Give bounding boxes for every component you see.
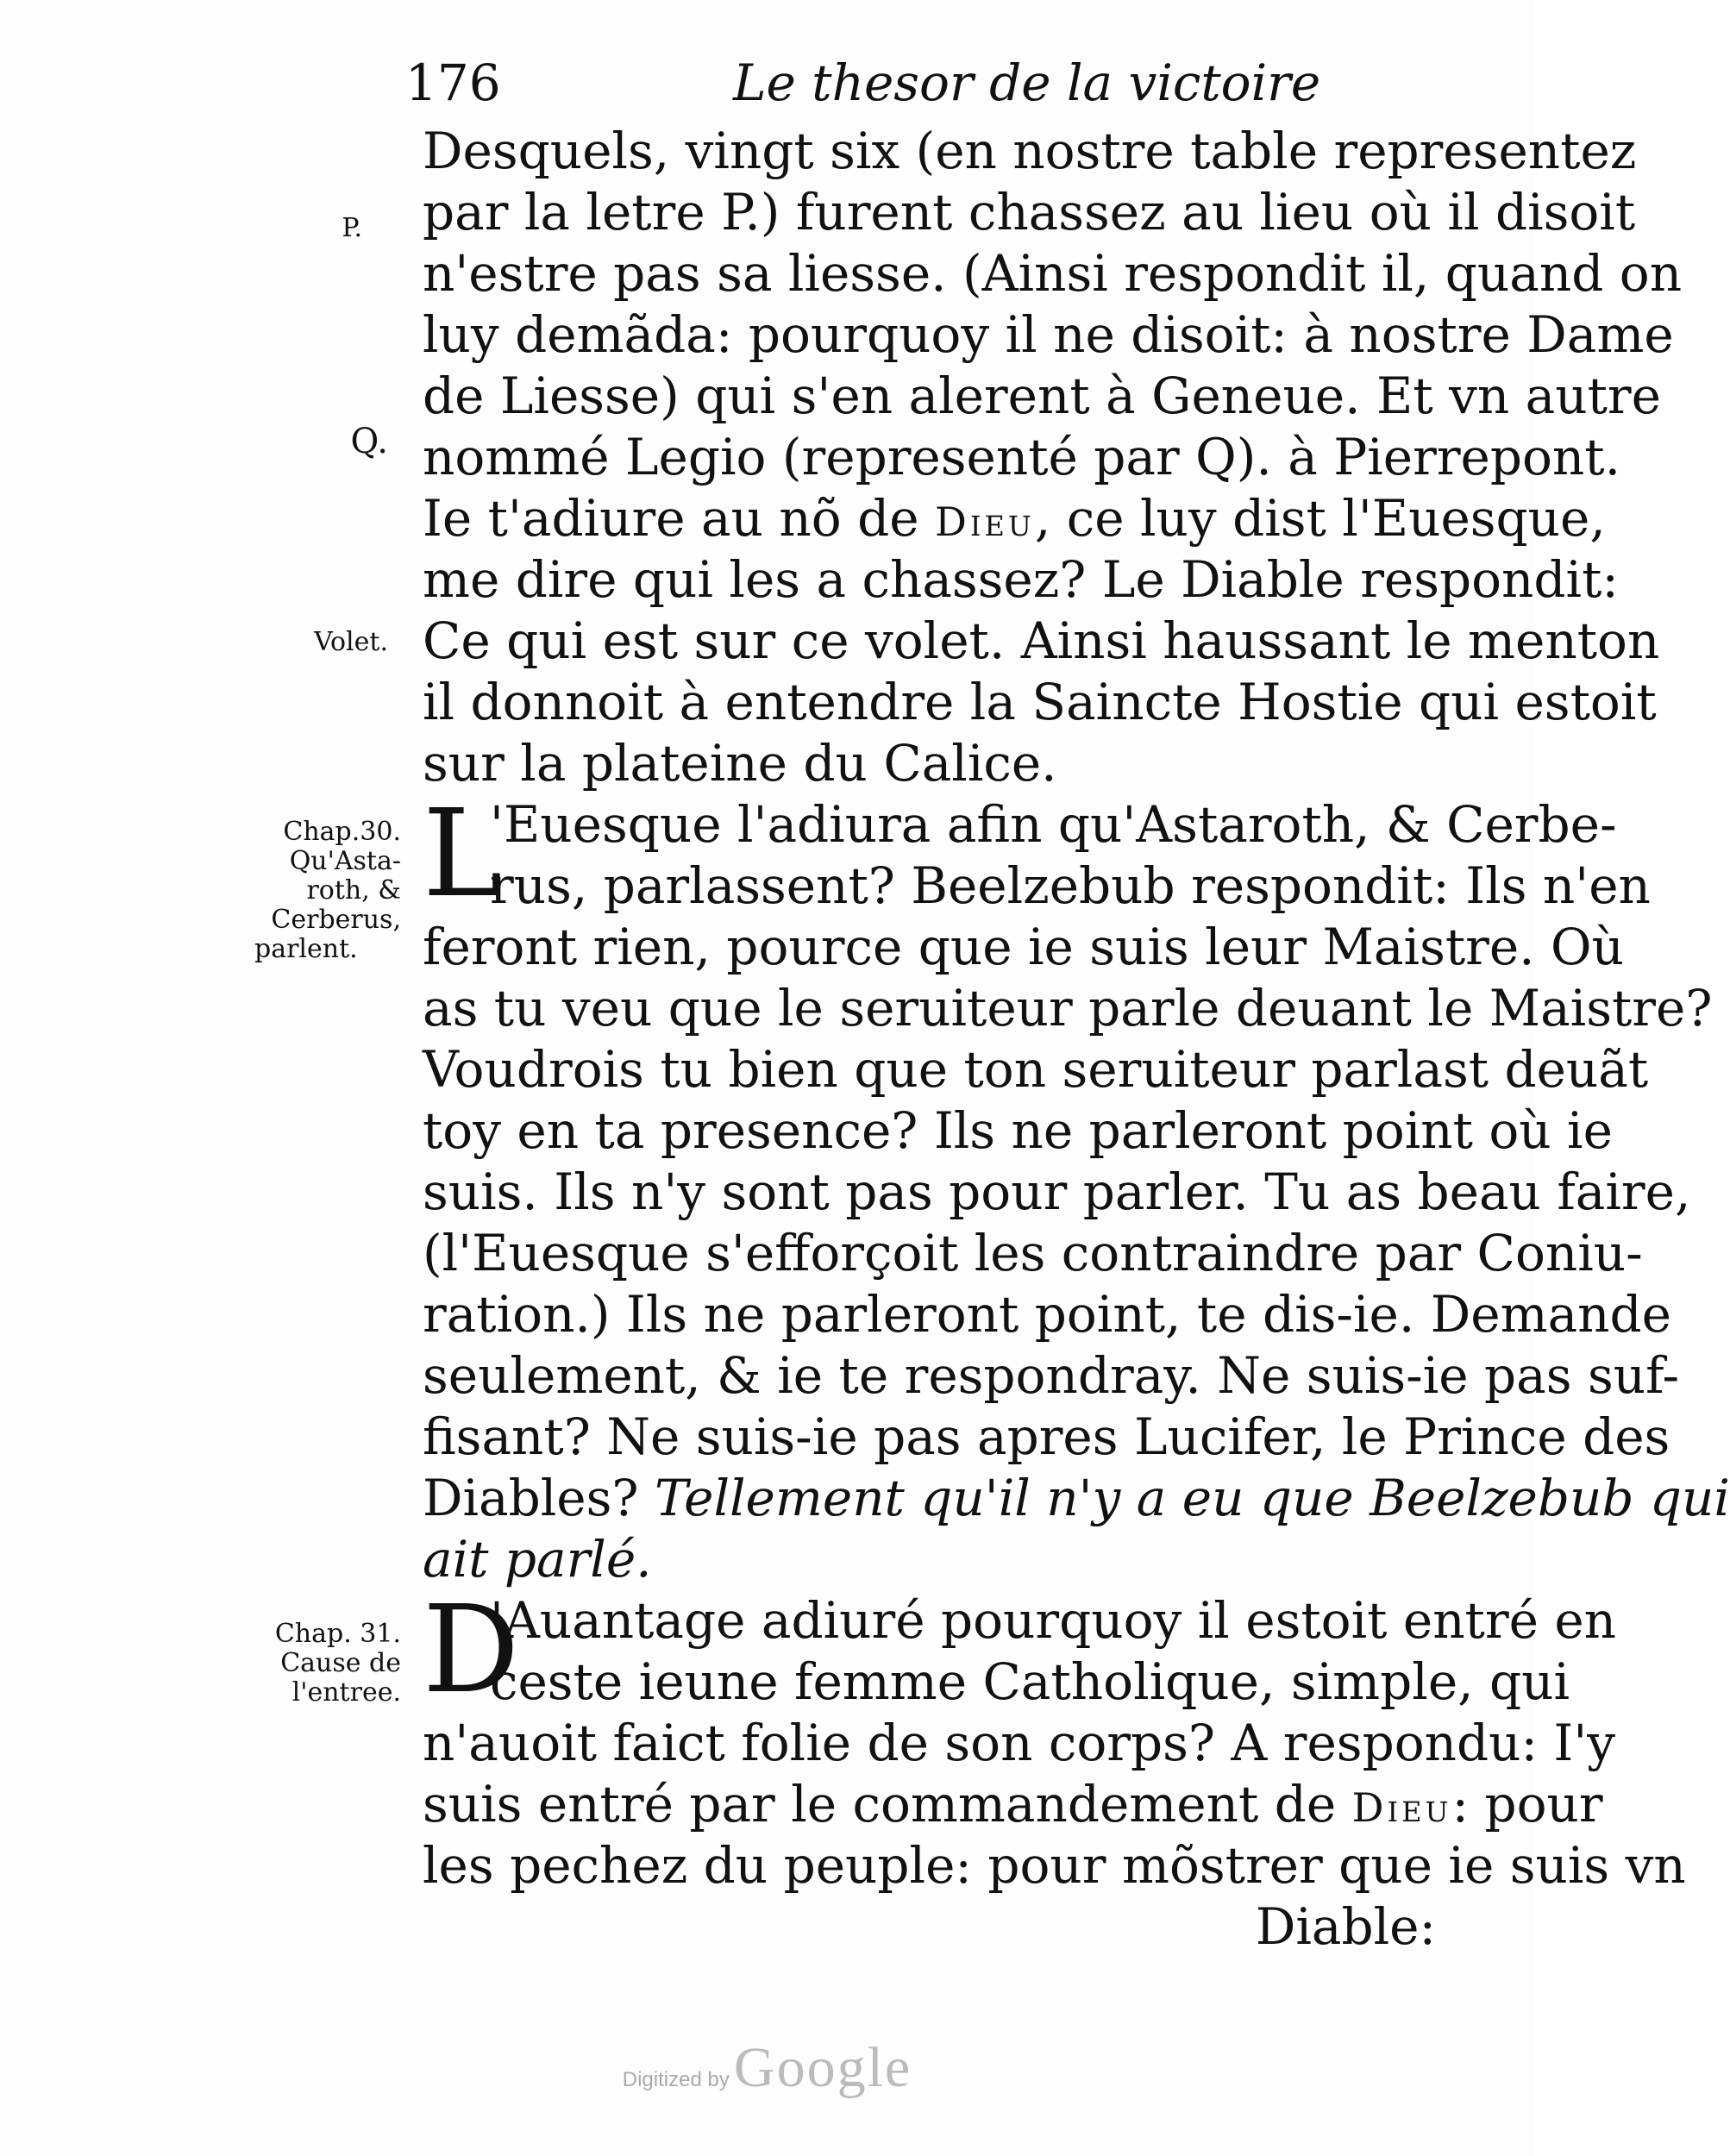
text-line: ration.) Ils ne parleront point, te dis-ie. Demande: [423, 1285, 1671, 1344]
drop-cap-L: L: [423, 784, 503, 924]
dieu-smallcaps: Dieu: [935, 498, 1035, 545]
text-line: toy en ta presence? Ils ne parleront point où ie: [423, 1101, 1613, 1160]
text-line: Ce qui est sur ce volet. Ainsi haussant le menton: [423, 611, 1660, 670]
margin-chap30-line2: Qu'Asta-: [289, 846, 401, 876]
margin-note-q: Q.: [350, 422, 388, 461]
catchword: Diable:: [1255, 1897, 1436, 1956]
text-line: ceste ieune femme Catholique, simple, qui: [490, 1652, 1570, 1711]
page-header: [405, 53, 1440, 122]
text-line: 'Euesque l'adiura afin qu'Astaroth, & Cerbe-: [490, 795, 1617, 854]
text-line: sur la plateine du Calice.: [423, 734, 1057, 793]
paragraph-chap31: [423, 1580, 1686, 1958]
text-line: n'estre pas sa liesse. (Ainsi respondit il, quand on: [423, 244, 1683, 303]
text-line: feront rien, pource que ie suis leur Maistre. Où: [423, 918, 1624, 976]
text-line: (l'Euesque s'efforçoit les contraindre par Coniu-: [423, 1224, 1643, 1282]
main-text: [423, 121, 1730, 1958]
margin-chap30-line4: Cerberus,: [271, 905, 401, 935]
text-line: de Liesse) qui s'en alerent à Geneue. Et vn autre: [423, 367, 1661, 425]
margin-note-chap31: [263, 1620, 401, 1708]
margin-note-volet: Volet.: [314, 627, 388, 657]
margin-chap30-line3: roth, &: [306, 875, 401, 906]
dieu-smallcaps: Dieu: [1351, 1784, 1452, 1831]
margin-chap31-title: Chap. 31.: [274, 1619, 401, 1649]
text-line: 'Auantage adiuré pourquoy il estoit entré en: [490, 1591, 1617, 1650]
text-line: il donnoit à entendre la Saincte Hostie qui estoit: [423, 673, 1657, 731]
digitization-watermark: [0, 2035, 1534, 2113]
margin-chap30-title: Chap.30.: [283, 817, 401, 847]
text-line: par la letre P.) furent chassez au lieu où il disoit: [423, 183, 1636, 241]
text-line: ait parlé.: [423, 1530, 652, 1589]
text-line: rus, parlassent? Beelzebub respondit: Ils n'en: [490, 856, 1651, 915]
text-line: luy demãda: pourquoy il ne disoit: à nostre Dame: [423, 305, 1674, 364]
page-number: 176: [405, 53, 501, 112]
text-line: as tu veu que le seruiteur parle deuant le Maistre?: [423, 979, 1713, 1037]
text-line: nommé Legio (representé par Q). à Pierrepont.: [423, 428, 1621, 486]
text-line: n'auoit faict folie de son corps? A respondu: I'y: [423, 1714, 1616, 1772]
text-line: Diables? Tellement qu'il n'y a eu que Beelzebub qui: [423, 1469, 1730, 1527]
text-line: Desquels, vingt six (en nostre table representez: [423, 122, 1637, 180]
text-line: les pechez du peuple: pour mõstrer que ie suis vn: [423, 1836, 1686, 1895]
text-line: me dire qui les a chassez? Le Diable respondit:: [423, 550, 1619, 609]
google-logo: Google: [733, 2036, 912, 2099]
digitized-by-label: Digitized by: [622, 2068, 730, 2091]
margin-note-p: P.: [342, 213, 362, 243]
running-title: Le thesor de la victoire: [733, 53, 1321, 112]
italic-text: Tellement qu'il n'y a eu que Beelzebub qui: [654, 1469, 1730, 1527]
margin-note-chap30: [254, 818, 401, 964]
paragraph-chap30: [423, 784, 1730, 1590]
text-line: fisant? Ne suis-ie pas apres Lucifer, le Prince des: [423, 1407, 1670, 1466]
drop-cap-D: D: [423, 1580, 520, 1720]
text-line: suis. Ils n'y sont pas pour parler. Tu as beau faire,: [423, 1163, 1691, 1221]
text-line: Ie t'adiure au nõ de Dieu, ce luy dist l'Euesque,: [423, 489, 1606, 548]
margin-chap30-line5: parlent.: [254, 934, 358, 964]
text-line: suis entré par le commandement de Dieu: pour: [423, 1775, 1603, 1833]
text-line: Voudrois tu bien que ton seruiteur parlast deuãt: [423, 1040, 1649, 1099]
text-line: seulement, & ie te respondray. Ne suis-ie pas suf-: [423, 1346, 1680, 1405]
margin-chap31-line2: Cause de: [280, 1648, 401, 1678]
margin-chap31-line3: l'entree.: [291, 1677, 401, 1708]
